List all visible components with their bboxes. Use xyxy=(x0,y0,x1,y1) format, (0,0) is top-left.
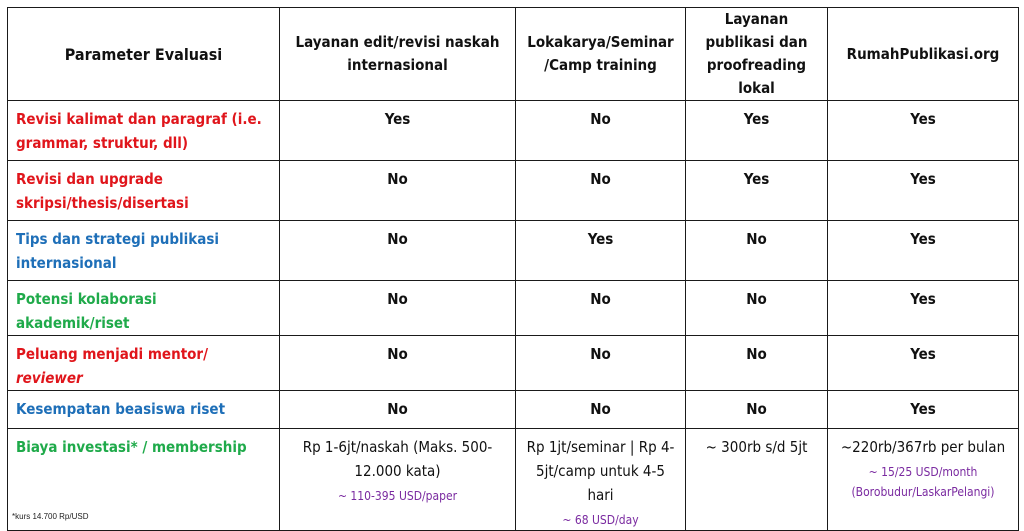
header-local-publication: Layanan publikasi dan proofreading lokal xyxy=(686,8,828,101)
cell-value: Yes xyxy=(686,161,828,221)
header-rumahpublikasi: RumahPublikasi.org xyxy=(828,8,1019,101)
cost-usd: ~ 110-395 USD/paper xyxy=(337,489,458,503)
cost-usd: ~ 15/25 USD/month (Borobudur/LaskarPelangi) xyxy=(851,465,995,499)
cell-value: No xyxy=(516,391,686,429)
table-row xyxy=(8,101,1019,161)
table-row xyxy=(8,161,1019,221)
cell-value: No xyxy=(516,101,686,161)
cell-value: No xyxy=(686,281,828,336)
table-row xyxy=(8,336,1019,391)
cell-value: Yes xyxy=(828,221,1019,281)
cell-value: Yes xyxy=(686,101,828,161)
cell-value: No xyxy=(516,336,686,391)
table-row xyxy=(8,281,1019,336)
cell-value: Yes xyxy=(828,391,1019,429)
cost-rp: Rp 1jt/seminar | Rp 4-5jt/camp untuk 4-5 hari xyxy=(526,438,675,504)
cell-value: No xyxy=(280,281,516,336)
comparison-table xyxy=(7,7,1019,531)
cell-value: Yes xyxy=(280,101,516,161)
cell-value: Yes xyxy=(828,281,1019,336)
row-label: Revisi kalimat dan paragraf (i.e. grammar, struktur, dll) xyxy=(8,101,280,161)
footnote: *kurs 14.700 Rp/USD xyxy=(12,512,89,521)
row-label: Tips dan strategi publikasi internasional xyxy=(8,221,280,281)
cell-value: No xyxy=(280,221,516,281)
row-label: Revisi dan upgrade skripsi/thesis/disertasi xyxy=(8,161,280,221)
cell-value: No xyxy=(516,161,686,221)
header-workshop: Lokakarya/Seminar /Camp training xyxy=(516,8,686,101)
cell-value: Yes xyxy=(828,161,1019,221)
cell-value: Yes xyxy=(828,101,1019,161)
header-parameter: Parameter Evaluasi xyxy=(8,8,280,101)
cell-value: No xyxy=(516,281,686,336)
cost-rp: ~220rb/367rb per bulan xyxy=(840,438,1006,456)
table-row xyxy=(8,391,1019,429)
row-label: Potensi kolaborasi akademik/riset xyxy=(8,281,280,336)
header-international-editing: Layanan edit/revisi naskah internasional xyxy=(280,8,516,101)
cell-value: Yes xyxy=(516,221,686,281)
cell-value: No xyxy=(280,336,516,391)
cell-value: No xyxy=(686,391,828,429)
table-row xyxy=(8,221,1019,281)
cell-value: No xyxy=(280,161,516,221)
cost-cell xyxy=(280,429,516,531)
cost-usd: ~ 68 USD/day xyxy=(562,513,639,527)
cost-cell xyxy=(516,429,686,531)
row-label xyxy=(8,336,280,391)
row-label-main: Peluang menjadi mentor/ xyxy=(16,345,209,363)
cost-row xyxy=(8,429,1019,531)
row-label-italic: reviewer xyxy=(16,369,83,387)
cost-rp: ~ 300rb s/d 5jt xyxy=(705,438,808,456)
cost-cell xyxy=(686,429,828,531)
header-row xyxy=(8,8,1019,101)
row-label: Kesempatan beasiswa riset xyxy=(8,391,280,429)
cost-cell xyxy=(828,429,1019,531)
cell-value: No xyxy=(280,391,516,429)
cell-value: Yes xyxy=(828,336,1019,391)
cost-rp: Rp 1-6jt/naskah (Maks. 500-12.000 kata) xyxy=(302,438,493,480)
cell-value: No xyxy=(686,336,828,391)
cell-value: No xyxy=(686,221,828,281)
row-label: Biaya investasi* / membership xyxy=(8,429,280,531)
